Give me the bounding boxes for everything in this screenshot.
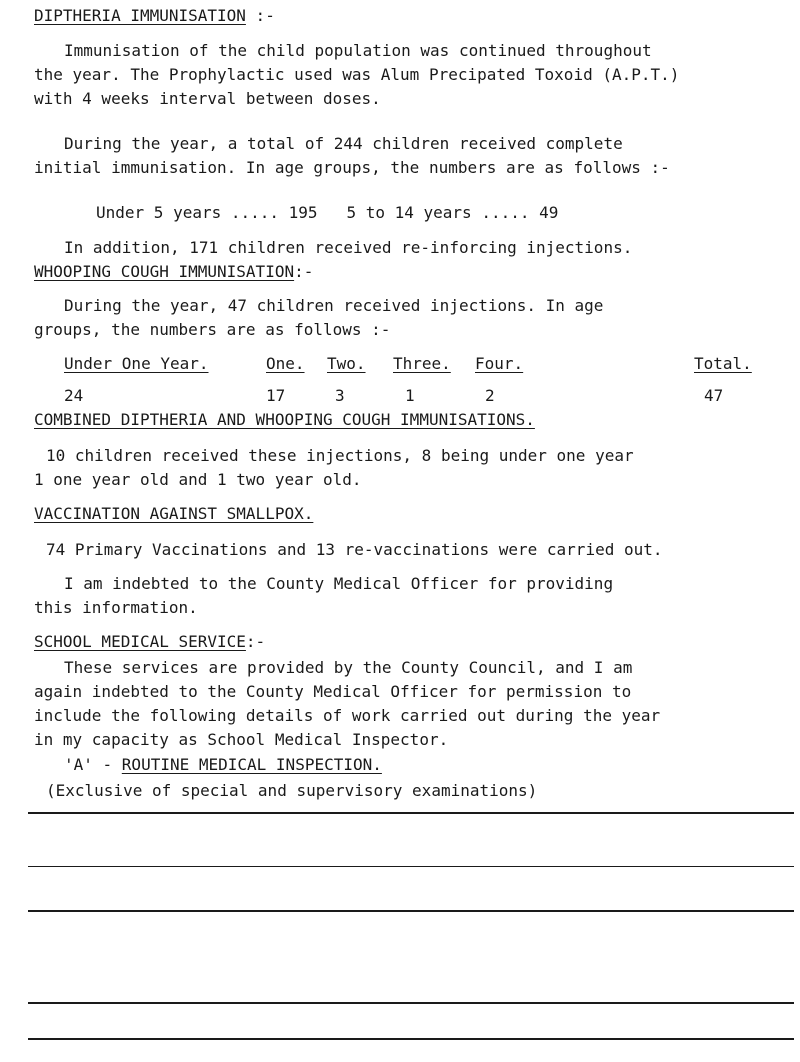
- school-section-sub: (Exclusive of special and supervisory examinations): [46, 781, 538, 800]
- school-heading-line: [34, 632, 265, 652]
- school-para-line1: These services are provided by the County Council, and I am: [64, 658, 633, 677]
- school-para-line2: again indebted to the County Medical Officer for permission to: [34, 682, 632, 701]
- whooping-header-four: Four.: [475, 354, 524, 373]
- table-rule-body: [28, 1002, 794, 1004]
- whooping-heading-line: [34, 262, 313, 282]
- school-heading: SCHOOL MEDICAL SERVICE: [34, 632, 246, 651]
- diphtheria-heading: DIPTHERIA IMMUNISATION: [34, 6, 246, 25]
- school-heading-suffix: :-: [245, 632, 266, 651]
- whooping-para-line1: During the year, 47 children received injections. In age: [64, 296, 604, 315]
- smallpox-para: 74 Primary Vaccinations and 13 re-vaccinations were carried out.: [46, 540, 663, 559]
- whooping-value-total: 47: [704, 386, 724, 405]
- whooping-value-four: 2: [485, 386, 495, 405]
- diphtheria-para1-line3: with 4 weeks interval between doses.: [34, 89, 381, 108]
- diphtheria-para1-line2: the year. The Prophylactic used was Alum Precipated Toxoid (A.P.T.): [34, 65, 680, 84]
- diphtheria-addition: In addition, 171 children received re-inforcing injections.: [64, 238, 633, 257]
- whooping-para-line2: groups, the numbers are as follows :-: [34, 320, 391, 339]
- smallpox-heading: VACCINATION AGAINST SMALLPOX.: [34, 504, 314, 523]
- combined-para-line2: 1 one year old and 1 two year old.: [34, 470, 362, 489]
- school-section-title: ROUTINE MEDICAL INSPECTION.: [121, 755, 382, 774]
- whooping-header-total: Total.: [694, 354, 752, 373]
- combined-heading: COMBINED DIPTHERIA AND WHOOPING COUGH IMMUNISATIONS.: [34, 410, 535, 429]
- smallpox-thanks-line2: this information.: [34, 598, 198, 617]
- inspection-table: [28, 810, 794, 1040]
- whooping-value-one: 17: [266, 386, 286, 405]
- table-rule-top: [28, 812, 794, 814]
- whooping-value-three: 1: [405, 386, 415, 405]
- diphtheria-heading-suffix: :-: [245, 6, 275, 25]
- diphtheria-age-line: Under 5 years ..... 195 5 to 14 years ..... 49: [96, 203, 559, 222]
- whooping-heading: WHOOPING COUGH IMMUNISATION: [34, 262, 295, 281]
- combined-para-line1: 10 children received these injections, 8 being under one year: [46, 446, 634, 465]
- school-section-prefix: 'A' -: [64, 755, 122, 774]
- whooping-heading-suffix: :-: [294, 262, 314, 281]
- school-para-line4: in my capacity as School Medical Inspector.: [34, 730, 449, 749]
- whooping-header-under-one: Under One Year.: [64, 354, 209, 373]
- whooping-value-two: 3: [335, 386, 345, 405]
- diphtheria-para1-line1: Immunisation of the child population was continued throughout: [64, 41, 652, 60]
- whooping-header-one: One.: [266, 354, 305, 373]
- diphtheria-para2-line2: initial immunisation. In age groups, the numbers are as follows :-: [34, 158, 670, 177]
- diphtheria-heading-line: [34, 6, 275, 26]
- table-rule-bottom: [28, 1038, 794, 1040]
- school-section-title-line: [64, 755, 382, 775]
- smallpox-thanks-line1: I am indebted to the County Medical Officer for providing: [64, 574, 614, 593]
- table-rule-span: [28, 866, 794, 867]
- whooping-value-under-one: 24: [64, 386, 84, 405]
- school-para-line3: include the following details of work carried out during the year: [34, 706, 661, 725]
- whooping-header-three: Three.: [393, 354, 451, 373]
- table-rule-header: [28, 910, 794, 912]
- diphtheria-para2-line1: During the year, a total of 244 children received complete: [64, 134, 623, 153]
- whooping-header-two: Two.: [327, 354, 366, 373]
